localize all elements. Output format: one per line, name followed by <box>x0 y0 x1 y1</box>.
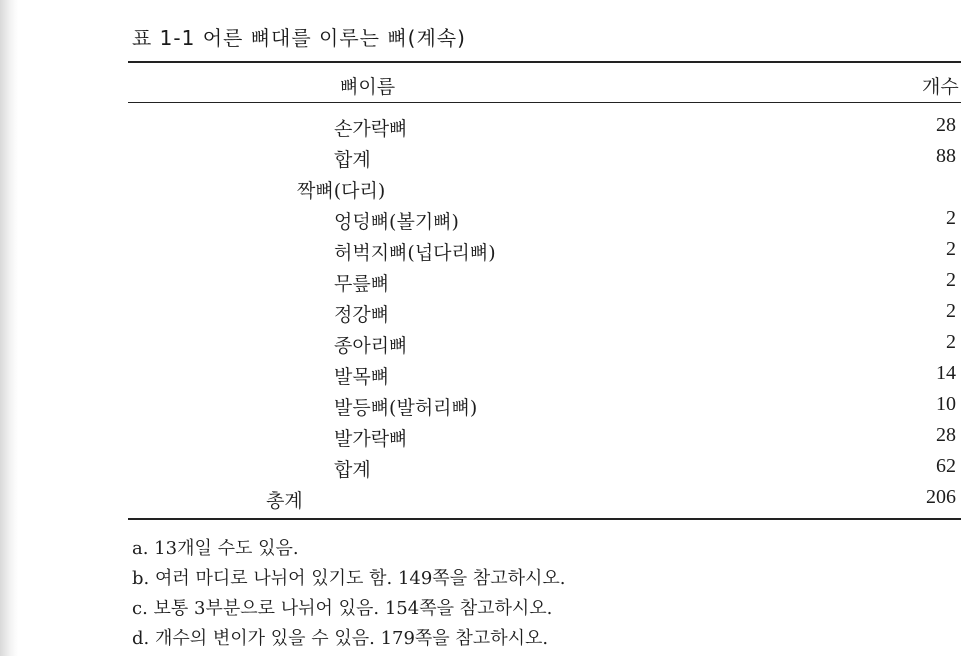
table-row <box>0 174 961 205</box>
row-count: 14 <box>936 362 956 384</box>
row-bone-name: 손가락뼈 <box>334 118 408 140</box>
row-bone-name: 합계 <box>334 149 371 171</box>
table-row <box>0 422 961 453</box>
table-caption: 표 1-1 어른 뼈대를 이루는 뼈(계속) <box>132 26 466 50</box>
row-bone-name: 발가락뼈 <box>334 428 408 450</box>
row-count: 2 <box>946 269 956 291</box>
column-header-bone-name: 뼈이름 <box>340 76 396 98</box>
row-bone-name: 발등뼈(발허리뼈) <box>334 397 478 419</box>
row-bone-name: 무릎뼈 <box>334 273 390 295</box>
row-count: 2 <box>946 331 956 353</box>
table-bottom-rule <box>128 518 961 520</box>
table-header-rule <box>128 102 961 103</box>
row-count: 2 <box>946 300 956 322</box>
row-count: 62 <box>936 455 956 477</box>
row-total-count: 206 <box>926 486 956 508</box>
row-bone-name: 합계 <box>334 459 371 481</box>
row-bone-name: 발목뼈 <box>334 366 390 388</box>
row-group-name: 짝뼈(다리) <box>297 180 386 202</box>
row-count: 2 <box>946 238 956 260</box>
row-bone-name: 종아리뼈 <box>334 335 408 357</box>
column-header-count: 개수 <box>922 76 959 98</box>
table-row <box>0 267 961 298</box>
row-count: 28 <box>936 424 956 446</box>
table-row <box>0 205 961 236</box>
table-row <box>0 298 961 329</box>
footnote-a: a. 13개일 수도 있음. <box>132 538 299 559</box>
footnote-c: c. 보통 3부분으로 나뉘어 있음. 154쪽을 참고하시오. <box>132 598 553 619</box>
row-count: 28 <box>936 114 956 136</box>
table-row <box>0 112 961 143</box>
row-count: 88 <box>936 145 956 167</box>
footnote-d: d. 개수의 변이가 있을 수 있음. 179쪽을 참고하시오. <box>132 628 549 649</box>
row-count: 2 <box>946 207 956 229</box>
row-bone-name: 허벅지뼈(넙다리뼈) <box>334 242 496 264</box>
row-total-name: 총계 <box>266 490 303 512</box>
row-bone-name: 정강뼈 <box>334 304 390 326</box>
footnote-b: b. 여러 마디로 나뉘어 있기도 함. 149쪽을 참고하시오. <box>132 568 566 589</box>
table-top-rule <box>128 61 961 63</box>
row-count: 10 <box>936 393 956 415</box>
table-row <box>0 391 961 422</box>
table-row <box>0 143 961 174</box>
table-row <box>0 453 961 484</box>
table-row-total <box>0 484 961 515</box>
table-row <box>0 360 961 391</box>
row-bone-name: 엉덩뼈(볼기뼈) <box>334 211 459 233</box>
table-row <box>0 329 961 360</box>
table-row <box>0 236 961 267</box>
